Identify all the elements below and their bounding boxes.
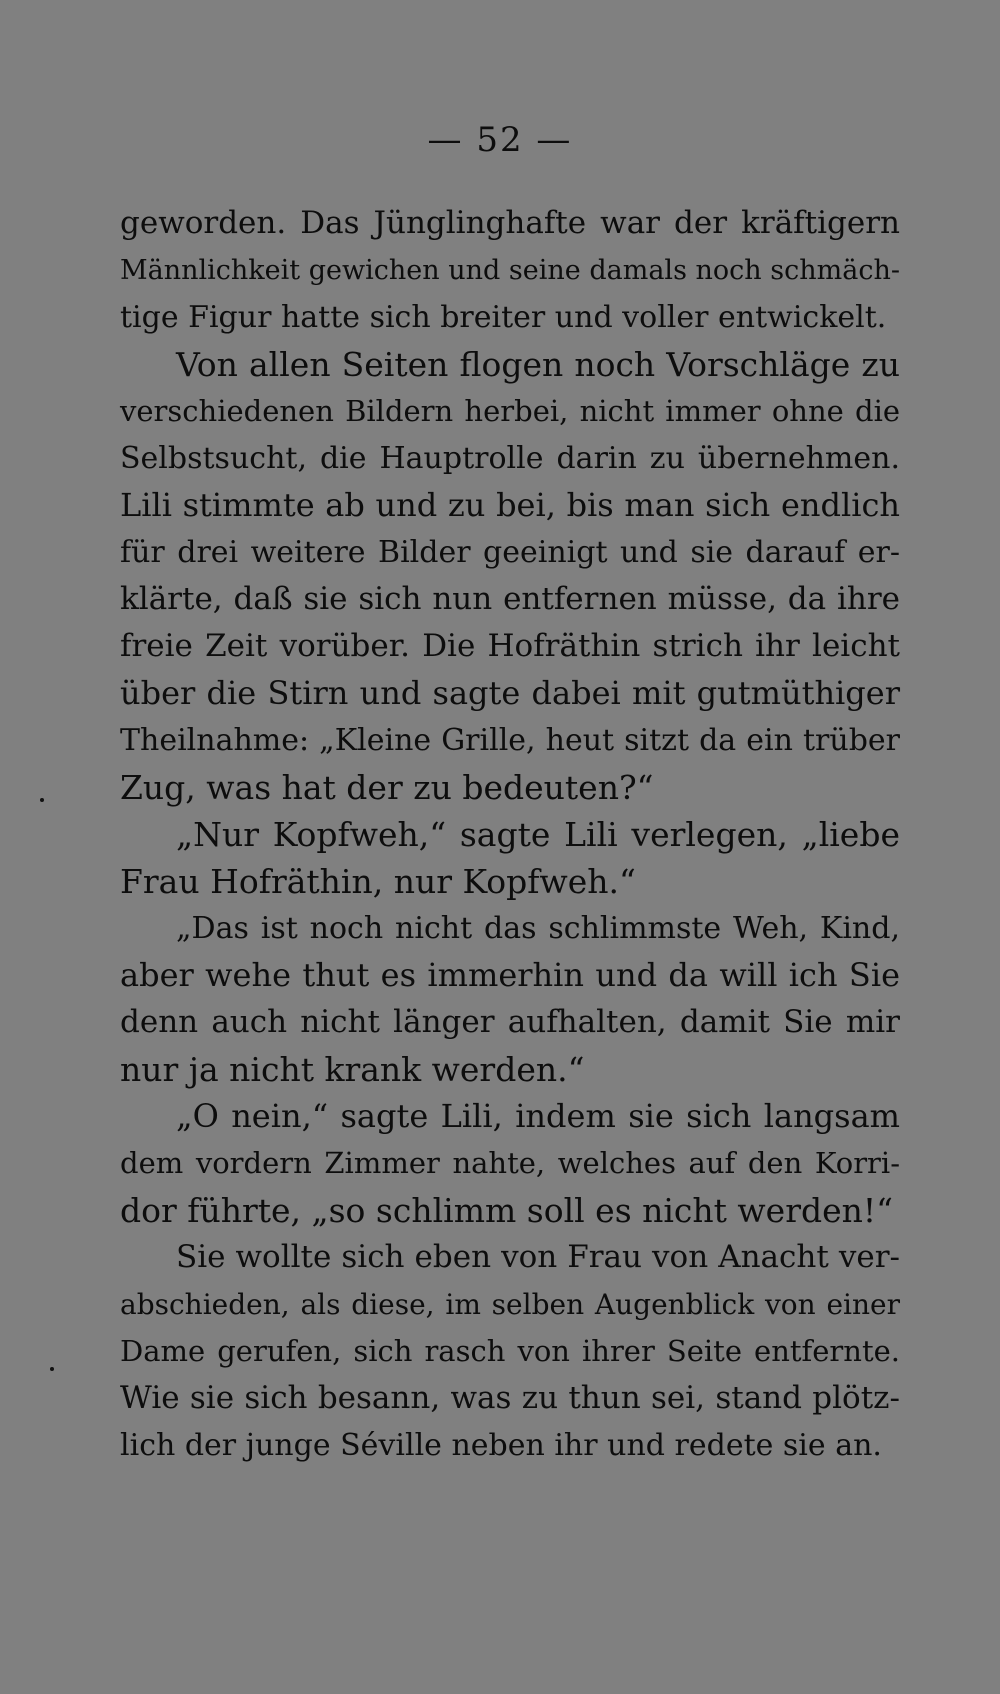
text-line: freie Zeit vorüber. Die Hofräthin strich ihr leicht: [120, 628, 900, 664]
text-line: „O nein,“ sagte Lili, indem sie sich langsam: [176, 1097, 900, 1135]
text-line: Von allen Seiten flogen noch Vorschläge zu: [176, 345, 900, 384]
print-speck: [50, 1367, 54, 1371]
text-line: geworden. Das Jünglinghafte war der kräftigern: [120, 205, 900, 241]
text-line: tige Figur hatte sich breiter und voller entwickelt.: [120, 300, 887, 335]
text-line: denn auch nicht länger aufhalten, damit Sie mir: [120, 1004, 900, 1040]
text-line: „Nur Kopfweh,“ sagte Lili verlegen, „liebe: [176, 815, 900, 854]
body-text: [120, 200, 900, 1469]
text-line: Wie sie sich besann, was zu thun sei, stand plötz-: [120, 1380, 900, 1416]
text-line: verschiedenen Bildern herbei, nicht immer ohne die: [120, 394, 900, 428]
page-number: — 52 —: [427, 120, 573, 160]
text-line: Frau Hofräthin, nur Kopfweh.“: [120, 862, 636, 901]
text-line: abschieden, als diese, im selben Augenblick von einer: [120, 1288, 900, 1321]
text-line: Zug, was hat der zu bedeuten?“: [120, 768, 654, 807]
text-line: für drei weitere Bilder geeinigt und sie darauf er-: [120, 535, 900, 570]
text-line: lich der junge Séville neben ihr und redete sie an.: [120, 1428, 882, 1463]
text-line: aber wehe thut es immerhin und da will ich Sie: [120, 956, 900, 994]
text-line: Dame gerufen, sich rasch von ihrer Seite entfernte.: [120, 1334, 900, 1368]
text-line: Lili stimmte ab und zu bei, bis man sich endlich: [120, 486, 900, 524]
text-line: über die Stirn und sagte dabei mit gutmüthiger: [120, 674, 900, 712]
text-line: nur ja nicht krank werden.“: [120, 1050, 585, 1089]
print-speck: [40, 798, 44, 802]
text-line: Sie wollte sich eben von Frau von Anacht ver-: [176, 1239, 900, 1275]
text-line: dem vordern Zimmer nahte, welches auf den Korri-: [120, 1146, 900, 1180]
text-line: klärte, daß sie sich nun entfernen müsse, da ihre: [120, 581, 900, 617]
text-line: „Das ist noch nicht das schlimmste Weh, Kind,: [176, 911, 900, 946]
text-line: dor führte, „so schlimm soll es nicht werden!“: [120, 1191, 894, 1230]
text-line: Selbstsucht, die Hauptrolle darin zu übernehmen.: [120, 441, 900, 476]
text-line: Männlichkeit gewichen und seine damals noch schmäch-: [120, 255, 900, 286]
text-line: Theilnahme: „Kleine Grille, heut sitzt da ein trüber: [120, 723, 900, 758]
